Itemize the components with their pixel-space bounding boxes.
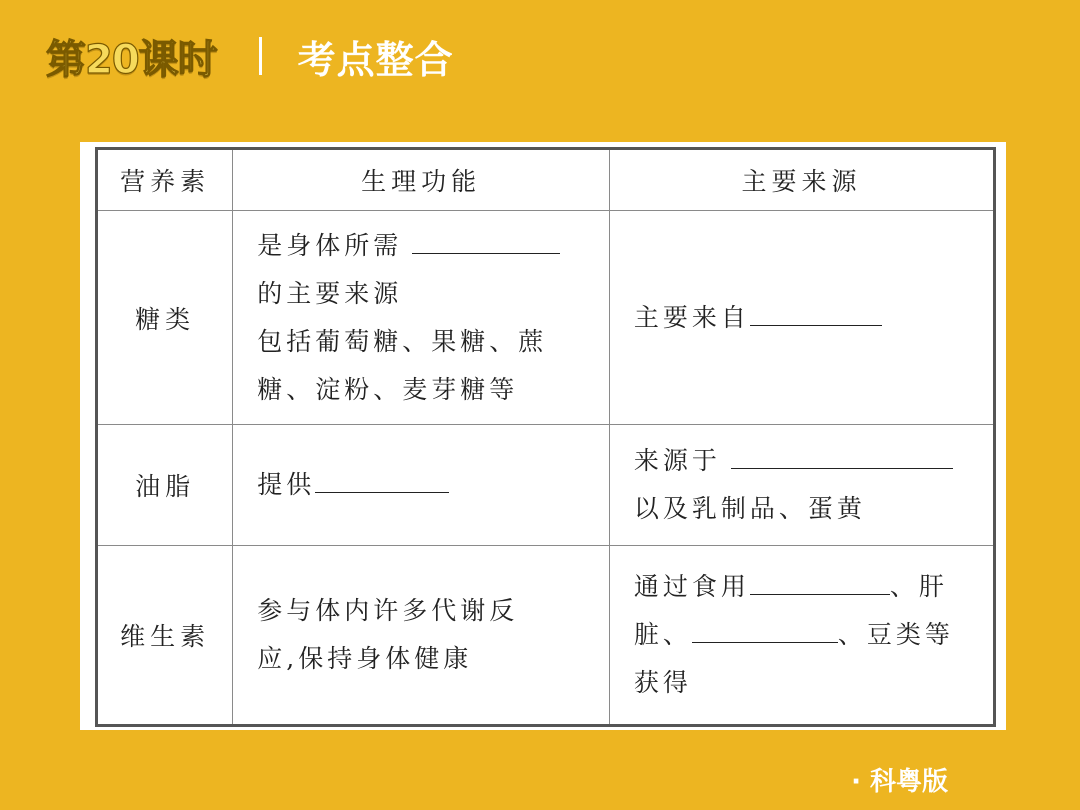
edition-label: · 科粤版	[851, 767, 948, 797]
nutrient-name: 糖类	[97, 211, 233, 425]
function-cell	[233, 546, 610, 726]
function-line	[257, 461, 589, 509]
source-line: 以及乳制品、蛋黄	[633, 494, 866, 523]
nutrient-table	[95, 147, 996, 727]
answer-blank[interactable]	[731, 438, 953, 469]
function-line: 的主要来源	[257, 278, 403, 308]
function-line: 应,保持身体健康	[257, 644, 473, 673]
header-function: 生理功能	[233, 149, 610, 211]
function-text: 是身体所需	[257, 230, 403, 260]
function-line: 参与体内许多代谢反	[257, 596, 519, 625]
answer-blank[interactable]	[750, 295, 882, 326]
answer-blank[interactable]	[692, 612, 838, 643]
slide-header	[46, 28, 454, 84]
source-text: 脏、	[633, 620, 692, 649]
function-cell	[233, 211, 610, 425]
answer-blank[interactable]	[412, 223, 560, 254]
function-line: 包括葡萄糖、果糖、蔗	[257, 326, 548, 356]
function-text: 提供	[257, 470, 316, 499]
answer-blank[interactable]	[750, 564, 890, 595]
header-source: 主要来源	[609, 149, 994, 211]
table-row-fat	[97, 425, 995, 546]
nutrient-name: 油脂	[97, 425, 233, 546]
source-text: 来源于	[633, 446, 721, 475]
source-text: 主要来自	[633, 302, 750, 332]
content-panel	[80, 142, 1006, 730]
table-row-vitamin	[97, 546, 995, 726]
source-line	[634, 294, 973, 342]
source-line: 获得	[633, 668, 692, 697]
header-nutrient: 营养素	[97, 149, 233, 211]
source-cell	[609, 211, 994, 425]
source-text: 、豆类等	[837, 620, 954, 649]
source-text: 通过食用	[633, 572, 750, 601]
source-cell	[609, 425, 994, 546]
topic-title: 考点整合	[297, 37, 454, 82]
source-line	[634, 611, 973, 659]
header-separator	[259, 37, 262, 75]
answer-blank[interactable]	[315, 462, 449, 493]
source-cell	[609, 546, 994, 726]
function-line: 糖、淀粉、麦芽糖等	[257, 374, 519, 404]
table-row-carbohydrate	[97, 211, 995, 425]
lesson-number: 第20课时	[46, 36, 217, 83]
nutrient-name: 维生素	[97, 546, 233, 726]
source-line	[634, 437, 973, 485]
function-line	[257, 222, 589, 270]
source-text: 、肝	[889, 572, 948, 601]
table-header-row	[97, 149, 995, 211]
function-cell	[233, 425, 610, 546]
source-line	[634, 563, 973, 611]
